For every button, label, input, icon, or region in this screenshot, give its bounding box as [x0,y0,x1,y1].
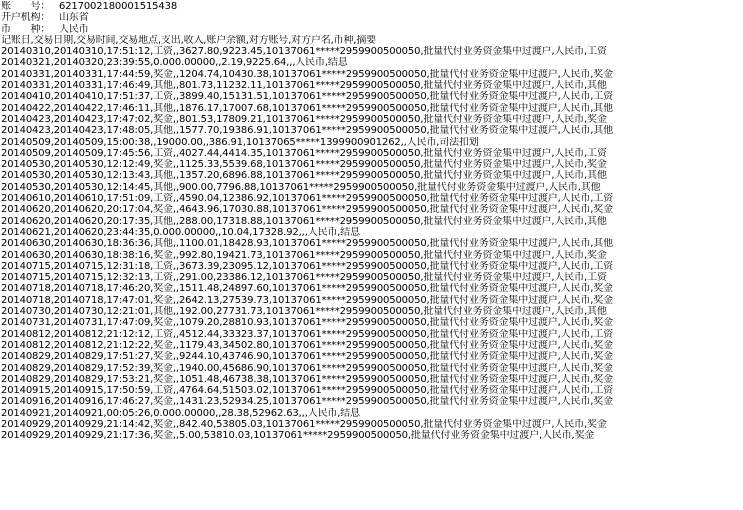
transaction-line: 20140410,20140410,17:51:37,工资,,3899.40,15131.51,10137061*****2959900500050,批量代付业务资金集中过渡户,人民币,工资 [1,91,613,103]
transaction-line: 20140423,20140423,17:48:05,其他,,1577.70,19386.91,10137061*****2959900500050,批量代付业务资金集中过渡户,人民币,其他 [1,125,613,137]
transaction-line: 20140630,20140630,18:36:36,其他,,1100.01,18428.93,10137061*****2959900500050,批量代付业务资金集中过渡户,人民币,其他 [1,238,613,250]
transaction-line: 20140620,20140620,20:17:04,奖金,,4643.96,17030.88,10137061*****2959900500050,批量代付业务资金集中过渡户,人民币,奖金 [1,204,613,216]
transaction-line: 20140929,20140929,21:17:36,奖金,,5.00,53810.03,10137061*****2959900500050,批量代付业务资金集中过渡户,人民币,奖金 [1,430,595,442]
transaction-line: 20140509,20140509,15:00:38,,19000.00,,386.91,10137065*****1399900901262,,人民币,司法扣划 [1,136,479,148]
transaction-line: 20140915,20140915,17:50:59,工资,,4764.64,51503.02,10137061*****2959900500050,批量代付业务资金集中过渡户,人民币,工资 [1,385,613,397]
transaction-line: 20140621,20140620,23:44:35,0.000.00000,,10.04,17328.92,,,人民币,结息 [1,226,361,238]
transaction-line: 20140422,20140422,17:46:11,其他,,1876.17,17007.68,10137061*****2959900500050,批量代付业务资金集中过渡户,人民币,其他 [1,102,613,114]
account-label: 账 号： [1,1,51,12]
transaction-line: 20140321,20140320,23:39:55,0.000.00000,,2.19,9225.64,,,人民币,结息 [1,57,348,69]
currency-label: 币 种： [1,23,51,35]
bank-label: 开户机构： [1,12,51,24]
transaction-line: 20140718,20140718,17:47:01,奖金,,2642.13,27539.73,10137061*****2959900500050,批量代付业务资金集中过渡户,人民币,奖金 [1,294,613,306]
transaction-line: 20140331,20140331,17:44:59,奖金,,1204.74,10430.38,10137061*****2959900500050,批量代付业务资金集中过渡户,人民币,奖金 [1,68,613,80]
transaction-line: 20140812,20140812,21:12:12,工资,,4512.44,33323.37,10137061*****2959900500050,批量代付业务资金集中过渡户,人民币,工资 [1,328,613,340]
transaction-line: 20140509,20140509,17:45:56,工资,,4027.44,4414.35,10137061*****2959900500050,批量代付业务资金集中过渡户,人民币,工资 [1,147,607,159]
transaction-line: 20140812,20140812,21:12:22,奖金,,1179.43,34502.80,10137061*****2959900500050,批量代付业务资金集中过渡户,人民币,奖金 [1,339,613,351]
transaction-line: 20140610,20140610,17:51:09,工资,,4590.04,12386.92,10137061*****2959900500050,批量代付业务资金集中过渡户,人民币,工资 [1,193,613,205]
transaction-line: 20140310,20140310,17:51:12,工资,,3627.80,9223.45,10137061*****2959900500050,批量代付业务资金集中过渡户,人民币,工资 [1,46,607,58]
transaction-line: 20140731,20140731,17:47:09,奖金,,1079.20,28810.93,10137061*****2959900500050,批量代付业务资金集中过渡户,人民币,奖金 [1,317,613,329]
transaction-line: 20140620,20140620,20:17:35,其他,,288.00,17318.88,10137061*****2959900500050,批量代付业务资金集中过渡户,人民币,其他 [1,215,607,227]
transaction-line: 20140715,20140715,12:32:13,工资,,291.00,23386.12,10137061*****2959900500050,批量代付业务资金集中过渡户,人民币,工资 [1,272,607,284]
bank-line [1,12,741,23]
transaction-line: 20140423,20140423,17:47:02,奖金,,801.53,17809.21,10137061*****2959900500050,批量代付业务资金集中过渡户,人民币,奖金 [1,113,607,125]
currency-value: 人民币 [59,23,89,35]
transaction-line: 20140530,20140530,12:13:43,其他,,1357.20,6896.88,10137061*****2959900500050,批量代付业务资金集中过渡户,人民币,其他 [1,170,607,182]
transaction-line: 20140929,20140929,21:14:42,奖金,,842.40,53805.03,10137061*****2959900500050,批量代付业务资金集中过渡户,人民币,奖金 [1,418,607,430]
statement-text [1,1,741,442]
bank-name: 山东省 [59,12,89,24]
transaction-line: 20140730,20140730,12:21:01,其他,,192.00,27731.73,10137061*****2959900500050,批量代付业务资金集中过渡户,人民币,其他 [1,306,607,318]
currency-line [1,24,741,35]
column-header-line: 记账日,交易日期,交易时间,交易地点,支出,收入,账户余额,对方账号,对方户名,币种,摘要 [1,34,377,46]
account-line [1,1,741,12]
transaction-line: 20140718,20140718,17:46:20,奖金,,1511.48,24897.60,10137061*****2959900500050,批量代付业务资金集中过渡户,人民币,奖金 [1,283,613,295]
transaction-line: 20140829,20140829,17:51:27,奖金,,9244.10,43746.90,10137061*****2959900500050,批量代付业务资金集中过渡户,人民币,奖金 [1,351,613,363]
transaction-list [1,46,741,441]
transaction-line: 20140829,20140829,17:53:21,奖金,,1051.48,46738.38,10137061*****2959900500050,批量代付业务资金集中过渡户,人民币,奖金 [1,373,613,385]
transaction-line: 20140916,20140916,17:46:27,奖金,,1431.23,52934.25,10137061*****2959900500050,批量代付业务资金集中过渡户,人民币,奖金 [1,396,613,408]
transaction-line: 20140630,20140630,18:38:16,奖金,,992.80,19421.73,10137061*****2959900500050,批量代付业务资金集中过渡户,人民币,奖金 [1,249,607,261]
transaction-line: 20140921,20140921,00:05:26,0.000.00000,,28.38,52962.63,,,人民币,结息 [1,407,361,419]
account-number: 6217002180001515438 [59,1,178,12]
transaction-line: 20140331,20140331,17:46:49,其他,,801.73,11232.11,10137061*****2959900500050,批量代付业务资金集中过渡户,人民币,其他 [1,80,607,92]
transaction-line: 20140530,20140530,12:14:45,其他,,900.00,7796.88,10137061*****2959900500050,批量代付业务资金集中过渡户,人民币,其他 [1,181,601,193]
transaction-line: 20140829,20140829,17:52:39,奖金,,1940.00,45686.90,10137061*****2959900500050,批量代付业务资金集中过渡户,人民币,奖金 [1,362,613,374]
transaction-line: 20140530,20140530,12:12:49,奖金,,1125.33,5539.68,10137061*****2959900500050,批量代付业务资金集中过渡户,人民币,奖金 [1,159,607,171]
transaction-line: 20140715,20140715,12:31:18,工资,,3673.39,23095.12,10137061*****2959900500050,批量代付业务资金集中过渡户,人民币,工资 [1,260,613,272]
